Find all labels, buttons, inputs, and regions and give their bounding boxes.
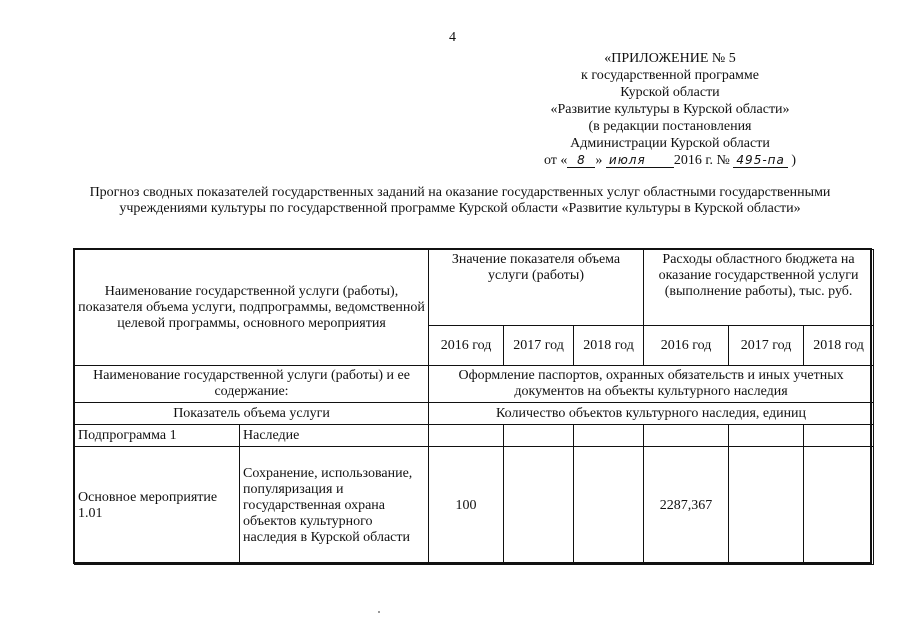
- date-month: июля: [606, 153, 674, 168]
- year-expense-2018: 2018 год: [804, 326, 874, 366]
- date-prefix: от «: [543, 153, 568, 168]
- measure-volume-2016: 100: [429, 447, 504, 565]
- indicator-value-cell: Количество объектов культурного наследия, единиц: [429, 403, 874, 425]
- appendix-line-program-name: «Развитие культуры в Курской области»: [550, 102, 790, 117]
- document-title: Прогноз сводных показателей государственных заданий на оказание государственных услуг областными государственными учреждениями культуры по государственной программе Курской области «Развитие культуры в Курской области»: [89, 185, 831, 216]
- appendix-header: [520, 50, 820, 169]
- date-suffix: ): [791, 153, 797, 168]
- year-volume-2018: 2018 год: [574, 326, 644, 366]
- header-volume-cell: Значение показателя объема услуги (работы): [429, 250, 644, 326]
- measure-expense-2016: 2287,367: [644, 447, 729, 565]
- appendix-title: «ПРИЛОЖЕНИЕ № 5: [604, 51, 736, 66]
- header-expenses-cell: Расходы областного бюджета на оказание государственной услуги (выполнение работы), тыс. руб.: [644, 250, 874, 326]
- subprogram-name-cell: Наследие: [240, 425, 429, 447]
- measure-volume-2018: [574, 447, 644, 565]
- measure-label-cell: Основное мероприятие 1.01: [75, 447, 240, 565]
- measure-volume-2017: [504, 447, 574, 565]
- decree-number: 495-па: [733, 153, 787, 168]
- appendix-line-edition: (в редакции постановления: [588, 119, 752, 134]
- subprogram-expense-2017: [729, 425, 804, 447]
- indicator-label-cell: Показатель объема услуги: [75, 403, 429, 425]
- subprogram-volume-2018: [574, 425, 644, 447]
- date-mid: »: [595, 153, 603, 168]
- appendix-line-administration: Администрации Курской области: [570, 136, 770, 151]
- appendix-date-line: [520, 152, 820, 169]
- date-year: 2016 г. №: [673, 153, 730, 168]
- subprogram-label-cell: Подпрограмма 1: [75, 425, 240, 447]
- subprogram-expense-2018: [804, 425, 874, 447]
- year-volume-2017: 2017 год: [504, 326, 574, 366]
- forecast-table: [74, 249, 874, 565]
- service-value-cell: Оформление паспортов, охранных обязательств и иных учетных документов на объекты культурного наследия: [429, 366, 874, 403]
- date-day: 8: [567, 153, 595, 168]
- measure-expense-2017: [729, 447, 804, 565]
- scan-speck: [378, 611, 380, 613]
- year-expense-2017: 2017 год: [729, 326, 804, 366]
- header-name-cell: Наименование государственной услуги (работы), показателя объема услуги, подпрограммы, ведомственной целевой программы, основного мероприятия: [75, 250, 429, 366]
- measure-name-cell: Сохранение, использование, популяризация и государственная охрана объектов культурного наследия в Курской области: [240, 447, 429, 565]
- page-number: 4: [449, 30, 456, 45]
- year-volume-2016: 2016 год: [429, 326, 504, 366]
- subprogram-expense-2016: [644, 425, 729, 447]
- appendix-line-program: к государственной программе: [581, 68, 759, 83]
- subprogram-volume-2017: [504, 425, 574, 447]
- subprogram-volume-2016: [429, 425, 504, 447]
- year-expense-2016: 2016 год: [644, 326, 729, 366]
- appendix-line-region: Курской области: [620, 85, 720, 100]
- measure-expense-2018: [804, 447, 874, 565]
- service-label-cell: Наименование государственной услуги (работы) и ее содержание:: [75, 366, 429, 403]
